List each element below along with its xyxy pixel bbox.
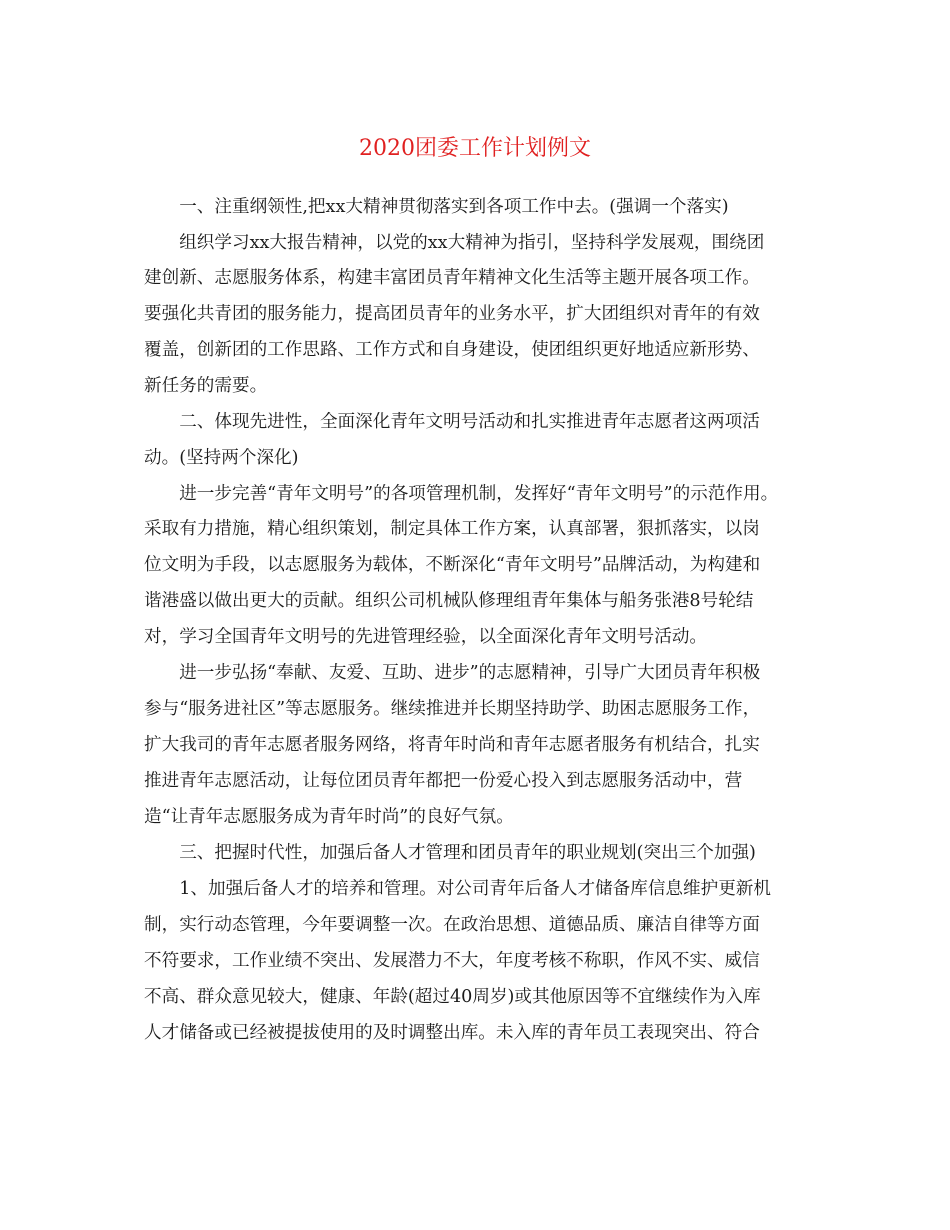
paragraph-line: 组织学习xx大报告精神，以党的xx大精神为指引，坚持科学发展观，围绕团 [144, 233, 765, 253]
paragraph-line: 推进青年志愿活动，让每位团员青年都把一份爱心投入到志愿服务活动中，营 [144, 771, 743, 791]
paragraph-line: 制，实行动态管理，今年要调整一次。在政治思想、道德品质、廉洁自律等方面 [144, 915, 760, 935]
paragraph-line: 进一步完善“青年文明号”的各项管理机制，发挥好“青年文明号”的示范作用。 [144, 484, 779, 504]
section-heading-1: 一、注重纲领性,把xx大精神贯彻落实到各项工作中去。(强调一个落实) [144, 197, 729, 217]
paragraph-line: 不高、群众意见较大，健康、年龄(超过40周岁)或其他原因等不宜继续作为入库 [144, 987, 761, 1007]
section-heading-3: 三、把握时代性，加强后备人才管理和团员青年的职业规划(突出三个加强) [144, 843, 756, 863]
paragraph-line: 进一步弘扬“奉献、友爱、互助、进步”的志愿精神，引导广大团员青年积极 [144, 663, 761, 683]
section-heading-2: 二、体现先进性，全面深化青年文明号活动和扎实推进青年志愿者这两项活 [144, 412, 760, 432]
document-title: 2020团委工作计划例文 [359, 136, 591, 161]
paragraph-line: 参与“服务进社区”等志愿服务。继续推进并长期坚持助学、助困志愿服务工作， [144, 699, 761, 719]
paragraph-line: 建创新、志愿服务体系，构建丰富团员青年精神文化生活等主题开展各项工作。 [144, 268, 760, 288]
paragraph-line: 新任务的需要。 [144, 376, 268, 396]
paragraph-line: 人才储备或已经被提拔使用的及时调整出库。未入库的青年员工表现突出、符合 [144, 1023, 760, 1043]
paragraph-line: 1、加强后备人才的培养和管理。对公司青年后备人才储备库信息维护更新机 [144, 879, 771, 899]
paragraph-line: 不符要求，工作业绩不突出、发展潜力不大，年度考核不称职，作风不实、威信 [144, 951, 760, 971]
paragraph-line: 谐港盛以做出更大的贡献。组织公司机械队修理组青年集体与船务张港8号轮结 [144, 591, 754, 611]
paragraph-line: 位文明为手段，以志愿服务为载体，不断深化“青年文明号”品牌活动，为构建和 [144, 555, 761, 575]
paragraph-line: 对，学习全国青年文明号的先进管理经验，以全面深化青年文明号活动。 [144, 627, 708, 647]
paragraph-line: 造“让青年志愿服务成为青年时尚”的良好气氛。 [144, 807, 514, 827]
paragraph-line: 要强化共青团的服务能力，提高团员青年的业务水平，扩大团组织对青年的有效 [144, 304, 760, 324]
paragraph-line: 覆盖，创新团的工作思路、工作方式和自身建设，使团组织更好地适应新形势、 [144, 340, 760, 360]
paragraph-line: 扩大我司的青年志愿者服务网络，将青年时尚和青年志愿者服务有机结合，扎实 [144, 735, 760, 755]
paragraph-line: 动。(坚持两个深化) [144, 448, 299, 468]
paragraph-line: 采取有力措施，精心组织策划，制定具体工作方案，认真部署，狠抓落实，以岗 [144, 519, 760, 539]
